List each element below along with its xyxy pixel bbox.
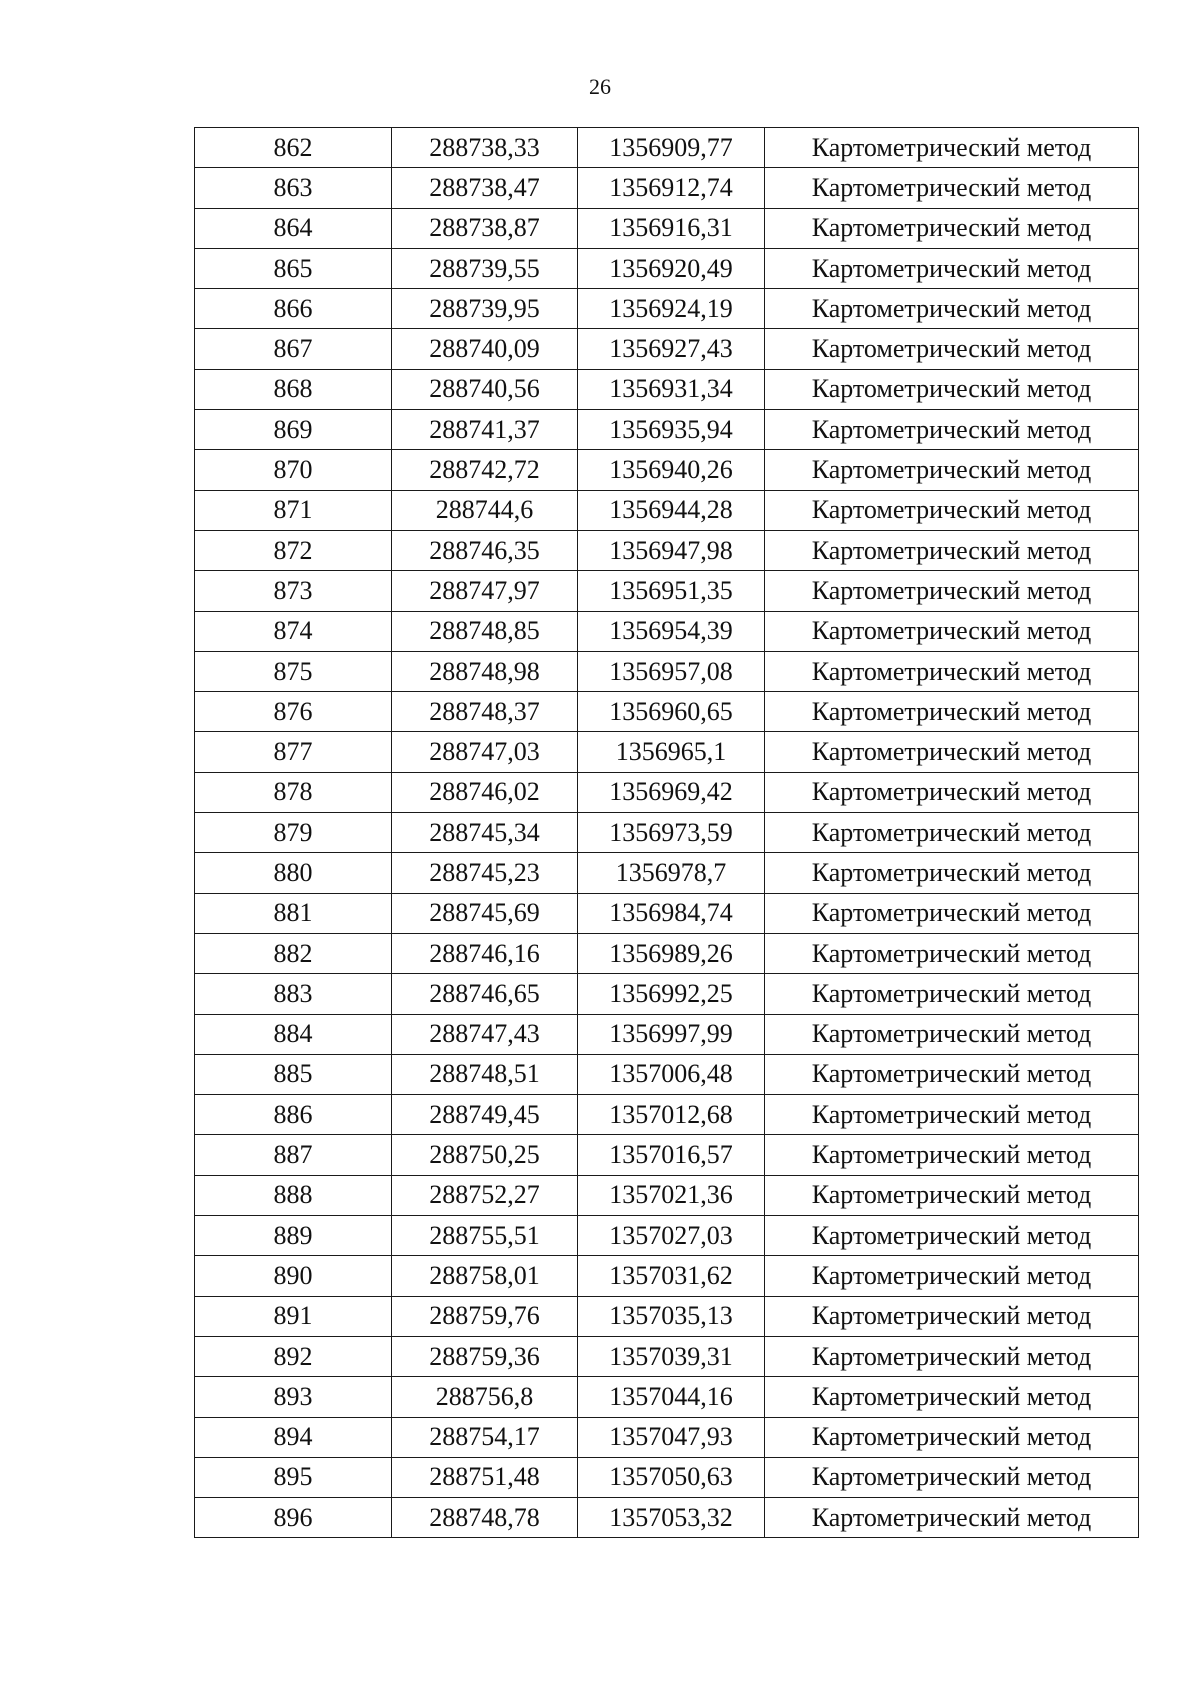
y-coordinate-cell: 1356978,7 bbox=[578, 853, 765, 893]
x-coordinate-cell: 288755,51 bbox=[392, 1216, 578, 1256]
point-number-cell: 879 bbox=[195, 813, 392, 853]
x-coordinate-cell: 288740,56 bbox=[392, 369, 578, 409]
x-coordinate-cell: 288738,33 bbox=[392, 128, 578, 168]
point-number-cell: 877 bbox=[195, 732, 392, 772]
x-coordinate-cell: 288747,03 bbox=[392, 732, 578, 772]
y-coordinate-cell: 1356973,59 bbox=[578, 813, 765, 853]
y-coordinate-cell: 1356997,99 bbox=[578, 1014, 765, 1054]
table-row bbox=[195, 530, 1139, 570]
point-number-cell: 891 bbox=[195, 1296, 392, 1336]
y-coordinate-cell: 1356935,94 bbox=[578, 410, 765, 450]
point-number-cell: 874 bbox=[195, 611, 392, 651]
x-coordinate-cell: 288746,65 bbox=[392, 974, 578, 1014]
table-row bbox=[195, 490, 1139, 530]
point-number-cell: 865 bbox=[195, 248, 392, 288]
table-row bbox=[195, 974, 1139, 1014]
x-coordinate-cell: 288739,55 bbox=[392, 248, 578, 288]
x-coordinate-cell: 288756,8 bbox=[392, 1377, 578, 1417]
method-cell: Картометрический метод bbox=[765, 1377, 1139, 1417]
point-number-cell: 894 bbox=[195, 1417, 392, 1457]
point-number-cell: 870 bbox=[195, 450, 392, 490]
x-coordinate-cell: 288738,47 bbox=[392, 168, 578, 208]
table-row bbox=[195, 1135, 1139, 1175]
method-cell: Картометрический метод bbox=[765, 1336, 1139, 1376]
y-coordinate-cell: 1357053,32 bbox=[578, 1498, 765, 1538]
method-cell: Картометрический метод bbox=[765, 450, 1139, 490]
x-coordinate-cell: 288744,6 bbox=[392, 490, 578, 530]
table-row bbox=[195, 1417, 1139, 1457]
method-cell: Картометрический метод bbox=[765, 128, 1139, 168]
point-number-cell: 869 bbox=[195, 410, 392, 450]
y-coordinate-cell: 1357027,03 bbox=[578, 1216, 765, 1256]
table-row bbox=[195, 933, 1139, 973]
x-coordinate-cell: 288745,23 bbox=[392, 853, 578, 893]
point-number-cell: 895 bbox=[195, 1457, 392, 1497]
method-cell: Картометрический метод bbox=[765, 692, 1139, 732]
table-row bbox=[195, 369, 1139, 409]
point-number-cell: 863 bbox=[195, 168, 392, 208]
table-row bbox=[195, 450, 1139, 490]
table-row bbox=[195, 772, 1139, 812]
table-row bbox=[195, 1457, 1139, 1497]
x-coordinate-cell: 288748,37 bbox=[392, 692, 578, 732]
table-row bbox=[195, 1256, 1139, 1296]
y-coordinate-cell: 1356912,74 bbox=[578, 168, 765, 208]
point-number-cell: 871 bbox=[195, 490, 392, 530]
y-coordinate-cell: 1357021,36 bbox=[578, 1175, 765, 1215]
y-coordinate-cell: 1356940,26 bbox=[578, 450, 765, 490]
y-coordinate-cell: 1357047,93 bbox=[578, 1417, 765, 1457]
method-cell: Картометрический метод bbox=[765, 893, 1139, 933]
y-coordinate-cell: 1357006,48 bbox=[578, 1054, 765, 1094]
method-cell: Картометрический метод bbox=[765, 732, 1139, 772]
point-number-cell: 892 bbox=[195, 1336, 392, 1376]
y-coordinate-cell: 1356960,65 bbox=[578, 692, 765, 732]
table-row bbox=[195, 692, 1139, 732]
table-row bbox=[195, 248, 1139, 288]
point-number-cell: 880 bbox=[195, 853, 392, 893]
method-cell: Картометрический метод bbox=[765, 813, 1139, 853]
y-coordinate-cell: 1356954,39 bbox=[578, 611, 765, 651]
y-coordinate-cell: 1356927,43 bbox=[578, 329, 765, 369]
x-coordinate-cell: 288739,95 bbox=[392, 289, 578, 329]
y-coordinate-cell: 1357035,13 bbox=[578, 1296, 765, 1336]
point-number-cell: 885 bbox=[195, 1054, 392, 1094]
x-coordinate-cell: 288748,85 bbox=[392, 611, 578, 651]
table-row bbox=[195, 1377, 1139, 1417]
point-number-cell: 893 bbox=[195, 1377, 392, 1417]
y-coordinate-cell: 1356989,26 bbox=[578, 933, 765, 973]
x-coordinate-cell: 288749,45 bbox=[392, 1095, 578, 1135]
x-coordinate-cell: 288747,43 bbox=[392, 1014, 578, 1054]
point-number-cell: 866 bbox=[195, 289, 392, 329]
y-coordinate-cell: 1357050,63 bbox=[578, 1457, 765, 1497]
y-coordinate-cell: 1357031,62 bbox=[578, 1256, 765, 1296]
method-cell: Картометрический метод bbox=[765, 289, 1139, 329]
y-coordinate-cell: 1356909,77 bbox=[578, 128, 765, 168]
method-cell: Картометрический метод bbox=[765, 1175, 1139, 1215]
x-coordinate-cell: 288740,09 bbox=[392, 329, 578, 369]
table-row bbox=[195, 1498, 1139, 1538]
table-row bbox=[195, 1095, 1139, 1135]
y-coordinate-cell: 1356992,25 bbox=[578, 974, 765, 1014]
table-row bbox=[195, 1014, 1139, 1054]
point-number-cell: 862 bbox=[195, 128, 392, 168]
table-row bbox=[195, 813, 1139, 853]
y-coordinate-cell: 1356984,74 bbox=[578, 893, 765, 933]
table-row bbox=[195, 651, 1139, 691]
point-number-cell: 875 bbox=[195, 651, 392, 691]
y-coordinate-cell: 1356965,1 bbox=[578, 732, 765, 772]
x-coordinate-cell: 288750,25 bbox=[392, 1135, 578, 1175]
table-row bbox=[195, 329, 1139, 369]
table-row bbox=[195, 853, 1139, 893]
point-number-cell: 890 bbox=[195, 1256, 392, 1296]
method-cell: Картометрический метод bbox=[765, 490, 1139, 530]
method-cell: Картометрический метод bbox=[765, 1256, 1139, 1296]
x-coordinate-cell: 288748,98 bbox=[392, 651, 578, 691]
table-row bbox=[195, 410, 1139, 450]
table-row bbox=[195, 893, 1139, 933]
table-row bbox=[195, 1175, 1139, 1215]
method-cell: Картометрический метод bbox=[765, 530, 1139, 570]
point-number-cell: 886 bbox=[195, 1095, 392, 1135]
x-coordinate-cell: 288746,02 bbox=[392, 772, 578, 812]
method-cell: Картометрический метод bbox=[765, 651, 1139, 691]
table-row bbox=[195, 571, 1139, 611]
method-cell: Картометрический метод bbox=[765, 974, 1139, 1014]
method-cell: Картометрический метод bbox=[765, 611, 1139, 651]
point-number-cell: 888 bbox=[195, 1175, 392, 1215]
method-cell: Картометрический метод bbox=[765, 1457, 1139, 1497]
y-coordinate-cell: 1356957,08 bbox=[578, 651, 765, 691]
page-number: 26 bbox=[589, 74, 611, 99]
table-row bbox=[195, 1296, 1139, 1336]
y-coordinate-cell: 1357044,16 bbox=[578, 1377, 765, 1417]
table-row bbox=[195, 1336, 1139, 1376]
point-number-cell: 878 bbox=[195, 772, 392, 812]
y-coordinate-cell: 1357016,57 bbox=[578, 1135, 765, 1175]
method-cell: Картометрический метод bbox=[765, 853, 1139, 893]
coordinates-table bbox=[194, 127, 1139, 1538]
method-cell: Картометрический метод bbox=[765, 369, 1139, 409]
method-cell: Картометрический метод bbox=[765, 1498, 1139, 1538]
method-cell: Картометрический метод bbox=[765, 1417, 1139, 1457]
point-number-cell: 864 bbox=[195, 208, 392, 248]
x-coordinate-cell: 288759,36 bbox=[392, 1336, 578, 1376]
point-number-cell: 889 bbox=[195, 1216, 392, 1256]
method-cell: Картометрический метод bbox=[765, 571, 1139, 611]
y-coordinate-cell: 1356951,35 bbox=[578, 571, 765, 611]
method-cell: Картометрический метод bbox=[765, 410, 1139, 450]
table-row bbox=[195, 732, 1139, 772]
x-coordinate-cell: 288748,78 bbox=[392, 1498, 578, 1538]
y-coordinate-cell: 1356916,31 bbox=[578, 208, 765, 248]
point-number-cell: 867 bbox=[195, 329, 392, 369]
point-number-cell: 882 bbox=[195, 933, 392, 973]
method-cell: Картометрический метод bbox=[765, 1296, 1139, 1336]
x-coordinate-cell: 288738,87 bbox=[392, 208, 578, 248]
table-row bbox=[195, 1054, 1139, 1094]
x-coordinate-cell: 288748,51 bbox=[392, 1054, 578, 1094]
point-number-cell: 868 bbox=[195, 369, 392, 409]
y-coordinate-cell: 1356931,34 bbox=[578, 369, 765, 409]
x-coordinate-cell: 288746,35 bbox=[392, 530, 578, 570]
method-cell: Картометрический метод bbox=[765, 1054, 1139, 1094]
x-coordinate-cell: 288746,16 bbox=[392, 933, 578, 973]
point-number-cell: 881 bbox=[195, 893, 392, 933]
table-row bbox=[195, 128, 1139, 168]
method-cell: Картометрический метод bbox=[765, 208, 1139, 248]
table-row bbox=[195, 208, 1139, 248]
method-cell: Картометрический метод bbox=[765, 1216, 1139, 1256]
x-coordinate-cell: 288751,48 bbox=[392, 1457, 578, 1497]
y-coordinate-cell: 1356969,42 bbox=[578, 772, 765, 812]
x-coordinate-cell: 288754,17 bbox=[392, 1417, 578, 1457]
point-number-cell: 872 bbox=[195, 530, 392, 570]
x-coordinate-cell: 288745,34 bbox=[392, 813, 578, 853]
y-coordinate-cell: 1356924,19 bbox=[578, 289, 765, 329]
y-coordinate-cell: 1356944,28 bbox=[578, 490, 765, 530]
x-coordinate-cell: 288741,37 bbox=[392, 410, 578, 450]
y-coordinate-cell: 1356920,49 bbox=[578, 248, 765, 288]
point-number-cell: 873 bbox=[195, 571, 392, 611]
method-cell: Картометрический метод bbox=[765, 933, 1139, 973]
method-cell: Картометрический метод bbox=[765, 1095, 1139, 1135]
x-coordinate-cell: 288747,97 bbox=[392, 571, 578, 611]
y-coordinate-cell: 1357039,31 bbox=[578, 1336, 765, 1376]
table-row bbox=[195, 168, 1139, 208]
coordinates-table-body bbox=[195, 128, 1139, 1538]
y-coordinate-cell: 1356947,98 bbox=[578, 530, 765, 570]
method-cell: Картометрический метод bbox=[765, 772, 1139, 812]
method-cell: Картометрический метод bbox=[765, 1135, 1139, 1175]
method-cell: Картометрический метод bbox=[765, 168, 1139, 208]
method-cell: Картометрический метод bbox=[765, 1014, 1139, 1054]
table-row bbox=[195, 611, 1139, 651]
x-coordinate-cell: 288745,69 bbox=[392, 893, 578, 933]
point-number-cell: 883 bbox=[195, 974, 392, 1014]
x-coordinate-cell: 288742,72 bbox=[392, 450, 578, 490]
method-cell: Картометрический метод bbox=[765, 329, 1139, 369]
point-number-cell: 887 bbox=[195, 1135, 392, 1175]
point-number-cell: 884 bbox=[195, 1014, 392, 1054]
method-cell: Картометрический метод bbox=[765, 248, 1139, 288]
point-number-cell: 876 bbox=[195, 692, 392, 732]
table-row bbox=[195, 289, 1139, 329]
x-coordinate-cell: 288752,27 bbox=[392, 1175, 578, 1215]
point-number-cell: 896 bbox=[195, 1498, 392, 1538]
y-coordinate-cell: 1357012,68 bbox=[578, 1095, 765, 1135]
table-row bbox=[195, 1216, 1139, 1256]
x-coordinate-cell: 288758,01 bbox=[392, 1256, 578, 1296]
x-coordinate-cell: 288759,76 bbox=[392, 1296, 578, 1336]
